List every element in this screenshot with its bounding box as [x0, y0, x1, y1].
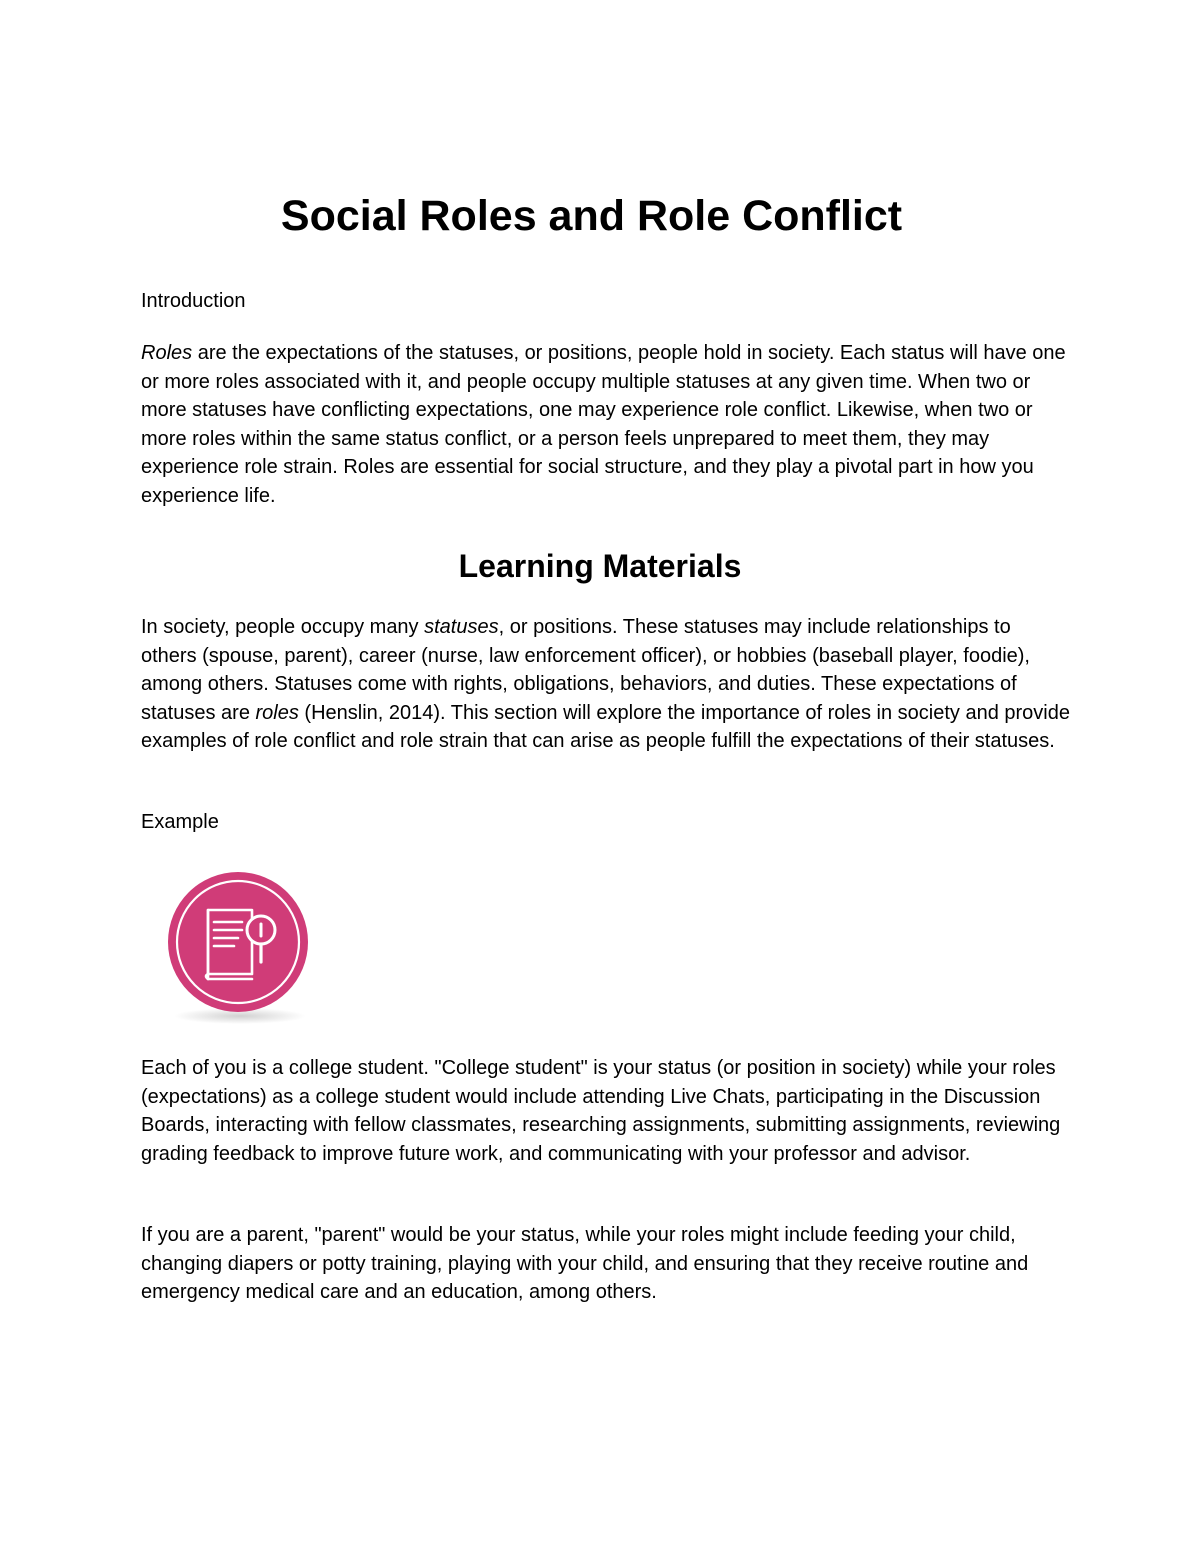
statuses-term: statuses — [424, 616, 499, 638]
learning-text-2: , or positions. These statuses may include relationships to others (spouse, parent), career (nurse, law enforcement officer), or hobbies (baseball player, foodie), among others. Statuses come with rights, obligations, behaviors, and duties. These expectations of statuses are — [141, 616, 1030, 724]
roles-term-2: roles — [255, 701, 299, 724]
introduction-text: are the expectations of the statuses, or positions, people hold in society. Each status will have one or more roles associated with it, and people occupy multiple statuses at any given time. When two or more statuses have conflicting expectations, one may experience role conflict. Likewise, when two or more roles within the same status conflict, or a person feels unprepared to meet them, they may experience role strain. Roles are essential for social structure, and they play a pivotal part in how you experience life. — [141, 342, 1066, 507]
learning-text-3: (Henslin, 2014). This section will explore the importance of roles in society and provide examples of role conflict and role strain that can arise as people fulfill the expectations of their statuses. — [141, 701, 1070, 753]
example-label: Example — [141, 811, 219, 833]
introduction-paragraph — [141, 339, 1071, 511]
learning-text-1: In society, people occupy many — [141, 616, 425, 638]
document-title: Social Roles and Role Conflict — [280, 192, 903, 240]
book-magnifier-icon — [162, 866, 317, 1026]
learning-paragraph — [141, 613, 1071, 756]
section-heading-learning-materials: Learning Materials — [458, 548, 742, 584]
introduction-label: Introduction — [141, 290, 246, 312]
example-paragraph-college-student: Each of you is a college student. "College student" is your status (or position in society) while your roles (expectations) as a college student would include attending Live Chats, participating in the Discussion Boards, interacting with fellow classmates, researching assignments, submitting assignments, reviewing grading feedback to improve future work, and communicating with your professor and advisor. — [141, 1057, 1061, 1165]
roles-term: Roles — [141, 342, 193, 364]
example-paragraph-parent: If you are a parent, "parent" would be your status, while your roles might include feeding your child, changing diapers or potty training, playing with your child, and ensuring that they receive routine and emergency medical care and an education, among others. — [141, 1224, 1029, 1304]
